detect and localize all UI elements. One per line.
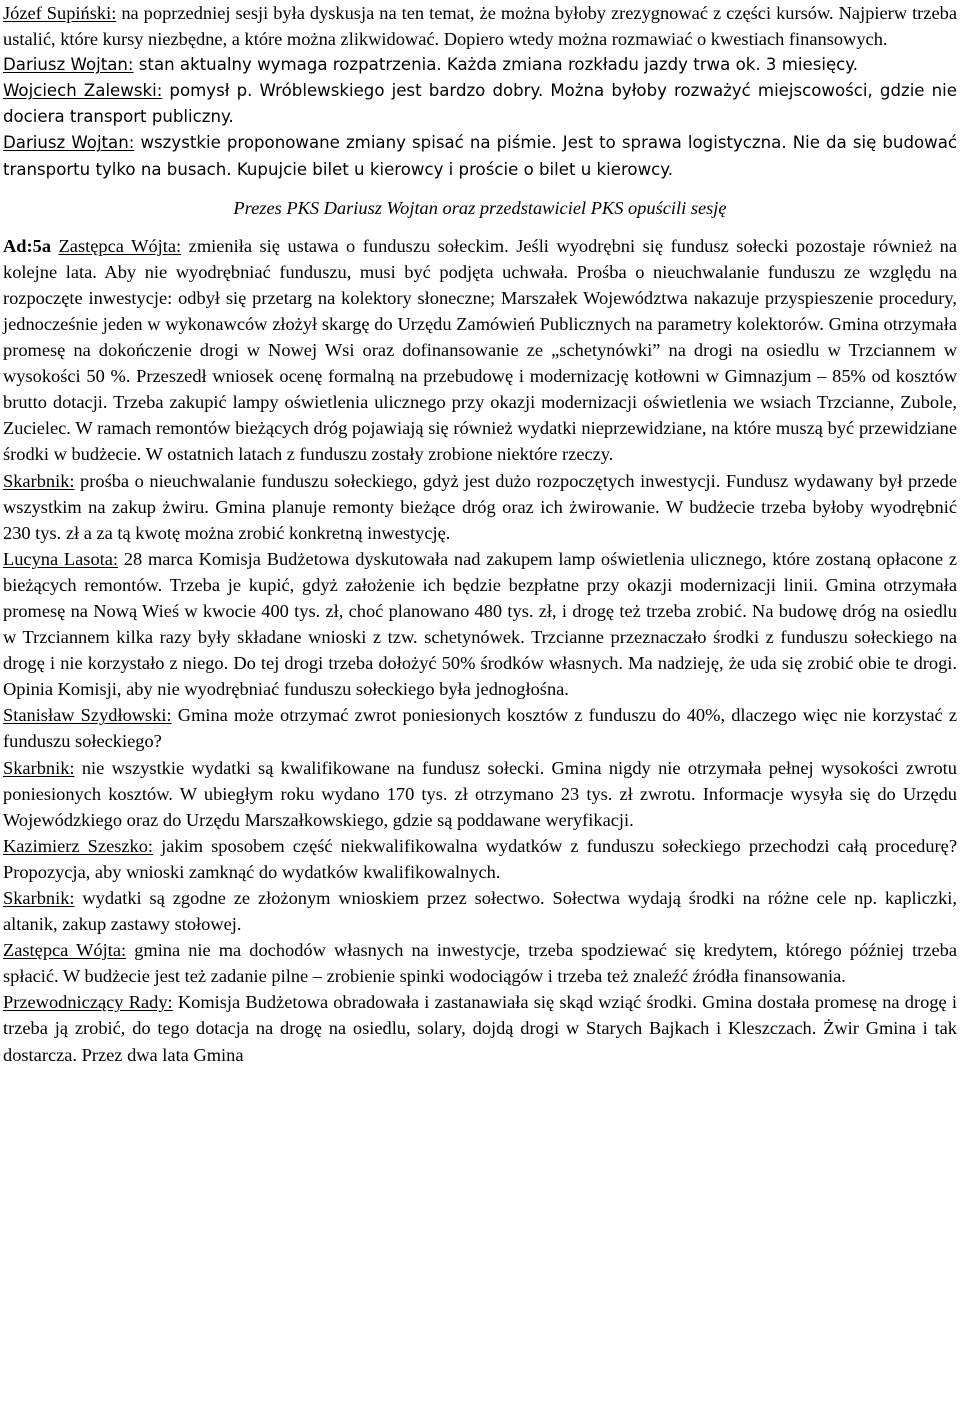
paragraph-text: na poprzedniej sesji była dyskusja na ten temat, że można byłoby zrezygnować z części kursów. Najpierw trzeba ustalić, które kursy niezbędne, a które można zlikwidować. Dopiero wtedy można rozmawiać o kwestiach finansowych. [3,3,957,50]
document-page [3,0,957,1068]
paragraph-wojtan-1 [3,52,957,78]
paragraph-skarbnik-3 [3,885,957,937]
paragraph-text: wszystkie proponowane zmiany spisać na piśmie. Jest to sprawa logistyczna. Nie da się budować transportu tylko na busach. Kupujcie bilet u kierowcy i proście o bilet u kierowcy. [3,133,957,179]
paragraph-text: stan aktualny wymaga rozpatrzenia. Każda zmiana rozkładu jazdy trwa ok. 3 miesięcy. [133,55,859,75]
speaker-name: Lucyna Lasota: [3,548,119,569]
center-note: Prezes PKS Dariusz Wojtan oraz przedstawiciel PKS opuścili sesję [233,197,727,218]
paragraph-text: wydatki są zgodne ze złożonym wnioskiem przez sołectwo. Sołectwa wydają środki na różne cele np. kapliczki, altanik, zakup zastawy stołowej. [3,888,957,935]
paragraph-text: gmina nie ma dochodów własnych na inwestycje, trzeba spodziewać się kredytem, którego później trzeba spłacić. W budżecie jest też zadanie pilne – zrobienie spinki wodociągów i trzeba też znaleźć źródła finansowania. [3,940,957,987]
paragraph-text: Gmina może otrzymać zwrot poniesionych kosztów z funduszu do 40%, dlaczego więc nie korzystać z funduszu sołeckiego? [3,705,957,752]
speaker-name: Józef Supiński: [3,3,117,23]
paragraph-skarbnik-2 [3,755,957,833]
speaker-name: Zastępca Wójta: [3,940,127,961]
agenda-label: Ad:5a [3,235,52,256]
paragraph-przewodniczacy [3,989,957,1067]
speaker-name: Wojciech Zalewski: [3,81,163,101]
paragraph-wojtan-2 [3,130,957,182]
speaker-name: Skarbnik: [3,757,75,778]
speaker-name: Stanisław Szydłowski: [3,705,172,726]
paragraph-lasota [3,546,957,703]
speaker-name: Dariusz Wojtan: [3,133,135,153]
paragraph-szydlowski [3,702,957,754]
speaker-name: Zastępca Wójta: [58,235,182,256]
paragraph-text: nie wszystkie wydatki są kwalifikowane na fundusz sołecki. Gmina nigdy nie otrzymała pełnej wysokości zwrotu poniesionych kosztów. W ubiegłym roku wydano 170 tys. zł otrzymano 23 tys. zł zwrotu. Informacje wysyła się do Urzędu Wojewódzkiego oraz do Urzędu Marszałkowskiego, gdzie są poddawane weryfikacji. [3,757,957,830]
paragraph-text: pomysł p. Wróblewskiego jest bardzo dobry. Można byłoby rozważyć miejscowości, gdzie nie dociera transport publiczny. [3,81,957,127]
paragraph-text: 28 marca Komisja Budżetowa dyskutowała nad zakupem lamp oświetlenia ulicznego, które zostaną opłacone z bieżących remontów. Trzeba je kupić, gdyż założenie ich będzie bezpłatne przy okazji modernizacji linii. Gmina otrzymała promesę na Nową Wieś w kwocie 400 tys. zł, choć planowano 480 tys. zł, i drogę też trzeba zrobić. Na budowę dróg na osiedlu w Trzciannem kilka razy były składane wnioski z tzw. schetynówek. Trzcianne przeznaczało środki z funduszu sołeckiego na drogę i nie korzystało z niego. Do tej drogi trzeba dołożyć 50% środków własnych. Ma nadzieję, że uda się zrobić obie te drogi. Opinia Komisji, aby nie wyodrębniać funduszu sołeckiego była jednogłośna. [3,548,958,700]
paragraph-szeszko [3,833,957,885]
paragraph-supinski [3,0,957,52]
paragraph-text: zmieniła się ustawa o funduszu sołeckim. Jeśli wyodrębni się fundusz sołecki pozostaje również na kolejne lata. Aby nie wyodrębniać funduszu, musi być podjęta uchwała. Prośba o nieuchwalanie funduszu ze względu na rozpoczęte inwestycje: odbył się przetarg na kolektory słoneczne; Marszałek Województwa nakazuje przyspieszenie procedury, jednocześnie jeden w wykonawców złożył skargę do Urzędu Zamówień Publicznych na parametry kolektorów. Gmina otrzymała promesę na dokończenie drogi w Nowej Wsi oraz dofinansowanie ze „schetynówki” na drogi na osiedlu w Trzciannem w wysokości 50 %. Przeszedł wniosek ocenę formalną na przebudowę i modernizację kotłowni w Gimnazjum – 85% od kosztów brutto dotacji. Trzeba zakupić lampy oświetlenia ulicznego przy okazji modernizacji oświetlenia we wsiach Trzcianne, Zubole, Zucielec. W ramach remontów bieżących dróg pojawiają się również wydatki nieprzewidziane, na które muszą być przewidziane środki w budżecie. W ostatnich latach z funduszu zostały zrobione niektóre rzeczy. [3,235,958,465]
paragraph-text: prośba o nieuchwalanie funduszu sołeckiego, gdyż jest dużo rozpoczętych inwestycji. Fundusz wydawany był przede wszystkim na zakup żwiru. Gmina planuje remonty bieżące dróg oraz ich żwirowanie. W budżecie trzeba byłoby wyodrębnić 230 tys. zł a za tą kwotę można zrobić konkretną inwestycję. [3,470,957,543]
agenda-item [3,233,957,468]
speaker-name: Kazimierz Szeszko: [3,835,154,856]
paragraph-skarbnik-1 [3,468,957,546]
speaker-name: Skarbnik: [3,470,75,491]
paragraph-zalewski [3,78,957,130]
paragraph-zastepca-wojta [3,937,957,989]
paragraph-text: Komisja Budżetowa obradowała i zastanawiała się skąd wziąć środki. Gmina dostała promesę na drogę i trzeba ją zrobić, do tego dotacja na drogę na osiedlu, solary, dojdą drogi w Starych Bajkach i Kleszczach. Żwir Gmina i tak dostarcza. Przez dwa lata Gmina [3,992,957,1065]
speaker-name: Dariusz Wojtan: [3,55,134,75]
speaker-name: Skarbnik: [3,888,75,908]
paragraph-text: jakim sposobem część niekwalifikowalna wydatków z funduszu sołeckiego przechodzi całą procedurę? Propozycja, aby wnioski zamknąć do wydatków kwalifikowalnych. [3,835,957,882]
speaker-name: Przewodniczący Rady: [3,992,173,1013]
